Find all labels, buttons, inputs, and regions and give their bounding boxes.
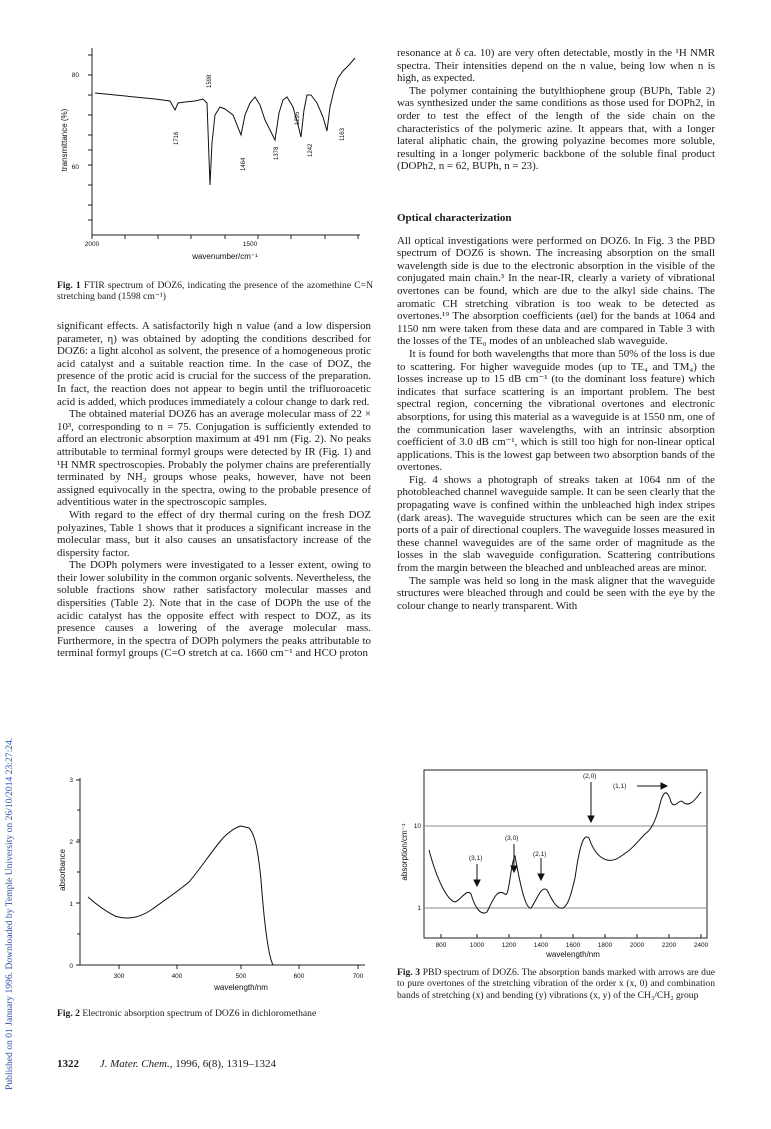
fig1-caption-text: FTIR spectrum of DOZ6, indicating the presence of the azomethine C=N stretching band (1598 cm⁻¹) [57, 280, 374, 303]
left-column-text [57, 320, 371, 660]
fig2-ytick-1: 1 [69, 901, 73, 908]
figure-3-caption [397, 967, 715, 1001]
fig3-xtick-2000: 2000 [629, 942, 645, 949]
fig3-label-1-1: (1,1) [613, 783, 627, 790]
right-paragraph-5: Fig. 4 shows a photograph of streaks taken at 1064 nm of the photobleached channel waveguide sample. It can be seen clearly that the propagating wave is confined within the unbleached high index stripes (dark areas). The waveguide structures which can be seen are the exit ports of a pair of directional couplers. The waveguide losses measured in these channel waveguides are of the same order of magnitude as the losses in the slab waveguide configuration. Scattering contributions from the margin between the bleached and unbleached areas are minor. [397, 473, 715, 575]
download-notice: Published on 01 January 1996. Downloaded by Temple University on 26/10/2014 23:27:24. [4, 737, 15, 1090]
fig1-peak-1295: 1295 [295, 111, 301, 125]
journal-name: J. Mater. Chem., [99, 1058, 173, 1070]
fig1-peak-1163: 1163 [340, 128, 346, 141]
fig3-label-3-1: (3,1) [469, 855, 483, 862]
fig3-spectrum-line [429, 792, 701, 913]
fig2-xtick-300: 300 [113, 973, 125, 980]
fig2-ylabel: absorbance [58, 849, 67, 891]
fig3-xtick-800: 800 [435, 942, 447, 949]
fig3-ylabel: absorption/cm⁻¹ [400, 823, 409, 881]
fig2-spectrum-line [88, 826, 273, 965]
fig1-peak-1598: 1598 [207, 74, 213, 88]
fig3-xtick-2400: 2400 [693, 942, 709, 949]
fig3-ytick-1: 1 [417, 905, 421, 912]
fig3-label-3-0: (3,0) [505, 835, 519, 842]
fig2-xlabel: wavelength/nm [214, 983, 268, 992]
page-footer [57, 1058, 276, 1070]
fig2-caption-text: Electronic absorption spectrum of DOZ6 in dichloromethane [82, 1008, 317, 1019]
fig2-caption-label: Fig. 2 [57, 1008, 80, 1019]
fig2-xtick-500: 500 [235, 973, 247, 980]
fig1-spectrum-line [95, 58, 355, 185]
fig3-ytick-10: 10 [413, 823, 421, 830]
fig3-xtick-2200: 2200 [661, 942, 677, 949]
right-paragraph-1: resonance at δ ca. 10) are very often detectable, mostly in the ¹H NMR spectra. Their intensities depend on the n value, being low when n is high, as expected. [397, 47, 715, 85]
fig1-ylabel: transmittance (%) [60, 108, 69, 172]
fig3-xtick-1600: 1600 [565, 942, 581, 949]
right-paragraph-3: All optical investigations were performed on DOZ6. In Fig. 3 the PBD spectrum of DOZ6 is shown. The increasing absorption on the small wavelength side is due to the electronic absorption in the visible of the conjugated main chain.³ In the near-IR, clearly a variety of vibrational overtones can be found, which are due to the alkyl side chains. The aromatic CH stretching vibration is too weak to be detected as overtones.¹⁹ The absorption coefficients (αel) for the bands at 1064 and 1150 nm were taken from these data and are compared in Table 3 with the losses of the TE₀ modes of an unbleached slab waveguide. [397, 234, 715, 348]
fig1-peak-1378: 1378 [274, 146, 280, 160]
fig3-xtick-1200: 1200 [501, 942, 517, 949]
fig3-xlabel: wavelength/nm [546, 950, 600, 959]
fig1-ytick-60: 60 [71, 164, 79, 171]
fig1-peak-1464: 1464 [241, 157, 247, 171]
fig1-peak-1716: 1716 [174, 131, 180, 145]
figure-1-caption [57, 280, 373, 303]
fig2-xtick-400: 400 [171, 973, 183, 980]
fig1-ytick-80: 80 [71, 72, 79, 79]
fig3-caption-label: Fig. 3 [397, 967, 421, 978]
figure-2-absorption [55, 770, 375, 1000]
right-paragraph-6: The sample was held so long in the mask aligner that the waveguide structures were bleached through and could be seen with the eye by the colour change to nearly transparent. With [397, 574, 715, 612]
fig2-xtick-600: 600 [293, 973, 305, 980]
fig3-caption-text: PBD spectrum of DOZ6. The absorption bands marked with arrows are due to pure overtones of the stretching vibration of the order x (x, 0) and combination bands of stretching (x) and bending (y) vibrations (x, y) of the CH₃/CH₂ group [397, 967, 715, 1001]
fig2-ytick-2: 2 [69, 839, 73, 846]
fig3-frame [424, 770, 707, 938]
fig2-ytick-0: 0 [69, 963, 73, 970]
fig1-xtick-1500: 1500 [242, 241, 258, 248]
journal-citation: 1996, 6(8), 1319–1324 [175, 1058, 277, 1070]
left-paragraph-3: With regard to the effect of dry thermal curing on the fresh DOZ polyazines, Table 1 shows that it produces a significant increase in the molecular mass, but it also causes an unsatisfactory increase of the dispersity factor. [57, 508, 371, 559]
fig1-xtick-2000: 2000 [84, 241, 100, 248]
page-number: 1322 [57, 1058, 79, 1070]
right-paragraph-2: The polymer containing the butylthiophene group (BUPh, Table 2) was synthesized under the same conditions as those used for DOPh2, in order to test the effect of the length of the side chain on the characteristics of the polymeric azine. It appears that, with a longer lateral aliphatic chain, the growing polyazine becomes more soluble, resulting in a longer polymeric backbone of the soluble final product (DOPh2, n = 62, BUPh, n = 23). [397, 84, 715, 173]
right-column-text-top [397, 47, 715, 173]
figure-2-caption [57, 1008, 373, 1019]
fig2-ytick-3: 3 [69, 777, 73, 784]
figure-1-ftir [55, 45, 375, 270]
left-paragraph-1: significant effects. A satisfactorily high n value (and a low dispersion parameter, η) was obtained by adopting the conditions described for DOZ6: a light alcohol as solvent, the presence of a homogeneous protic acid catalyst and a suitable reaction time. In the case of DOZ, the presence of the protic acid is crucial for the success of the preparation. In fact, the reaction does not appear to begin until the trifluoroacetic acid is added, which produces immediately a colour change to dark red. [57, 320, 371, 408]
left-paragraph-2: The obtained material DOZ6 has an average molecular mass of 22 × 10³, corresponding to n = 75. Conjugation is sufficiently extended to afford an electronic absorption maximum at 491 nm (Fig. 2). No peaks attributable to terminal formyl groups were detected by IR (Fig. 1) and ¹H NMR spectroscopies. Probably the polymer chains are preferentially terminated by NH₂ groups whose peaks, however, have not been assigned equivocally in the spectra, owing to the probable presence of adventitious water in the spectroscopic samples. [57, 408, 371, 509]
fig1-xlabel: wavenumber/cm⁻¹ [192, 252, 258, 261]
right-paragraph-4: It is found for both wavelengths that more than 50% of the loss is due to scattering. For higher waveguide modes (up to TE₄ and TM₄) the losses increase up to 15 dB cm⁻¹ (to the dominant loss feature) which indicates that surface scattering is an important problem. The best spectral region, concerning the vibrational overtones and electronic absorptions, for using this material as a waveguide is at 1550 nm, one of the communication laser wavelengths, with an intrinsic absorption coefficient of 3.0 dB cm⁻¹, which is still too high for non-linear optical applications. This is the lowest gap between two absorption bands of the overtones. [397, 347, 715, 474]
section-heading-optical: Optical characterization [397, 212, 512, 224]
fig3-xtick-1800: 1800 [597, 942, 613, 949]
fig3-xtick-1400: 1400 [533, 942, 549, 949]
left-paragraph-4: The DOPh polymers were investigated to a lesser extent, owing to their lower solubility in the common organic solvents. Nevertheless, the soluble fractions show rather satisfactory molecular masses and dispersities (Table 2). Note that in the case of DOPh the use of the acidic catalyst has the opposite effect with respect to DOZ, as its presence causes a lowering of the average molecular mass. Furthermore, in the spectra of DOPh polymers the peaks attributable to terminal formyl groups (C=O stretch at ca. 1660 cm⁻¹ and HCO proton [57, 559, 371, 660]
fig2-xtick-700: 700 [352, 973, 364, 980]
fig3-label-2-0: (2,0) [583, 773, 597, 780]
fig3-xtick-1000: 1000 [469, 942, 485, 949]
fig3-label-2-1: (2,1) [533, 851, 547, 858]
right-column-text-main [397, 212, 715, 612]
fig1-peak-1242: 1242 [308, 143, 314, 157]
fig1-caption-label: Fig. 1 [57, 280, 81, 291]
figure-3-pbd [397, 760, 717, 960]
